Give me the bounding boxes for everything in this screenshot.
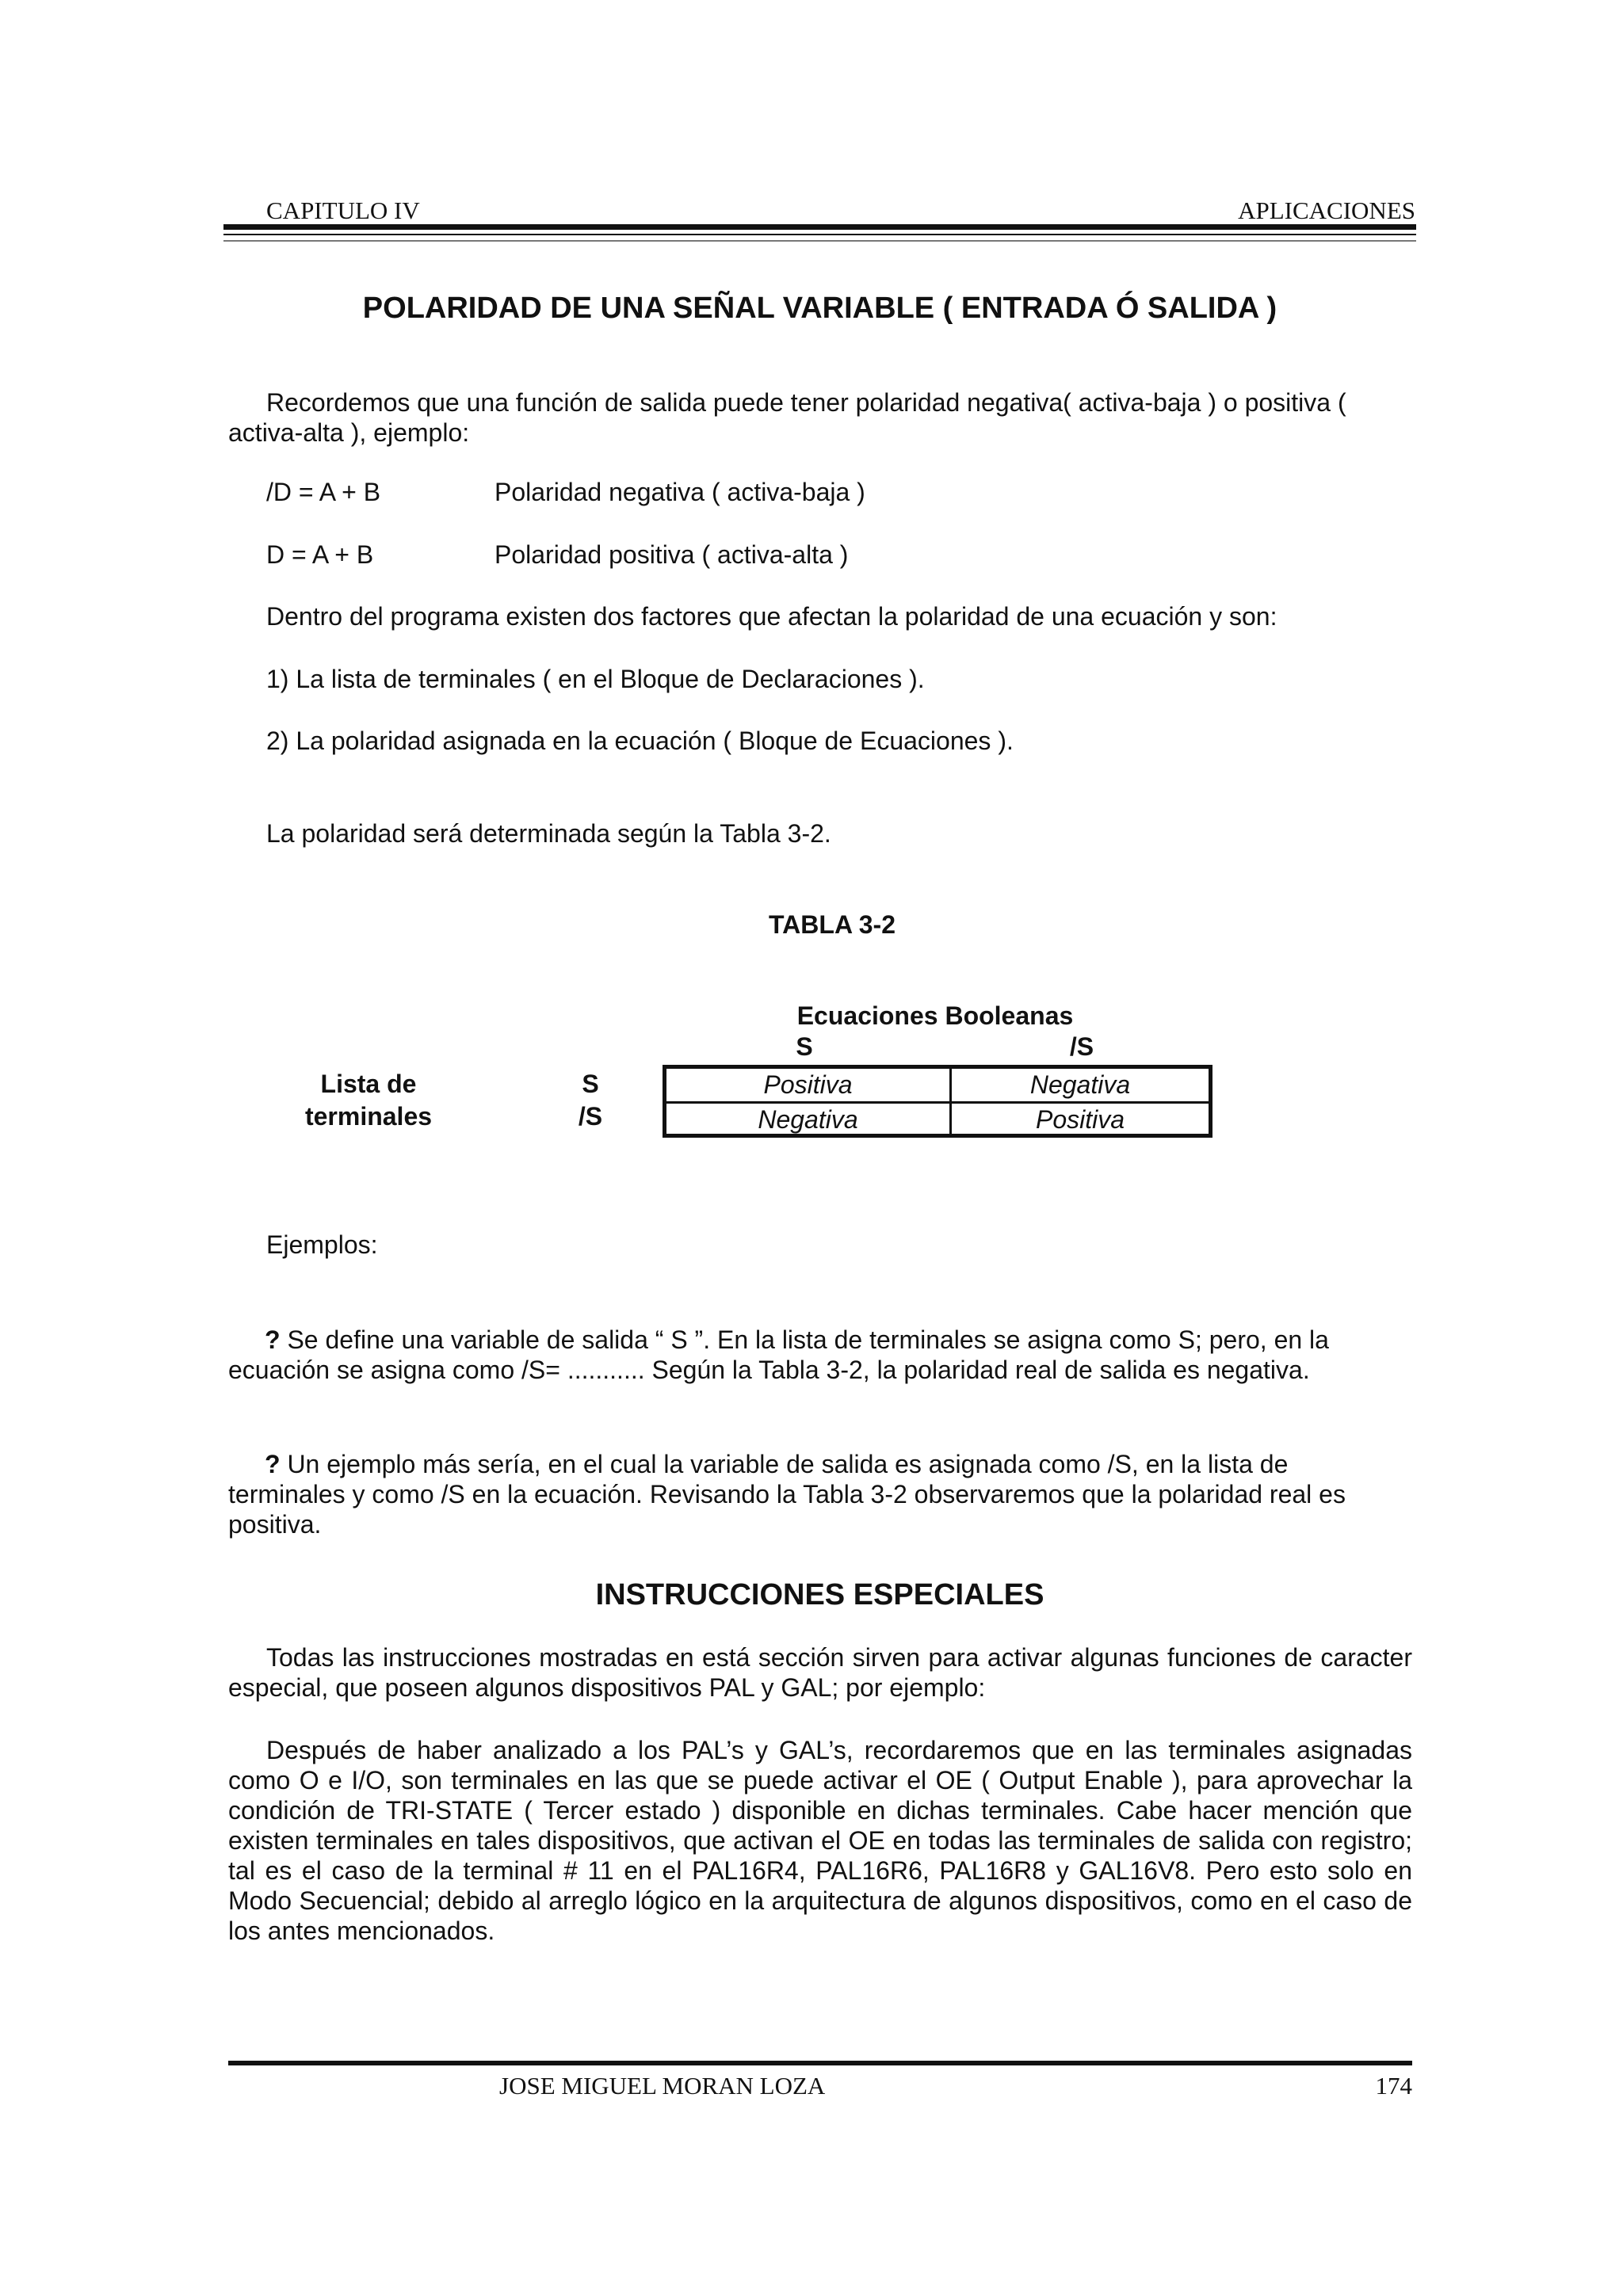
table-cell: Positiva (1035, 1105, 1125, 1134)
equation-positive: D = A + B (266, 540, 374, 569)
examples-heading: Ejemplos: (266, 1230, 378, 1259)
example-1-text: Se define una variable de salida “ S ”. En la lista de terminales se asigna como S; pero, en la (287, 1325, 1329, 1354)
table-reference: La polaridad será determinada según la Tabla 3-2. (266, 819, 831, 848)
table-row-group-line-1: Lista de (320, 1070, 417, 1098)
factor-item-1: 1) La lista de terminales ( en el Bloque de Declaraciones ). (266, 665, 925, 693)
table-cell: Negativa (666, 1104, 952, 1136)
example-2-line-2: terminales y como /S en la ecuación. Revisando la Tabla 3-2 observaremos que la polaridad real es (228, 1480, 1346, 1508)
polarity-table (663, 1065, 1212, 1138)
bullet-icon: ? (265, 1450, 281, 1478)
header-chapter: CAPITULO IV (266, 196, 420, 224)
paragraph-text: Todas las instrucciones mostradas en está sección sirven para activar algunas funciones de caracter especial, que poseen algunos dispositivos PAL y GAL; por ejemplo: (228, 1643, 1412, 1702)
table-row (666, 1069, 1209, 1104)
factors-intro: Dentro del programa existen dos factores que afectan la polaridad de una ecuación y son: (266, 602, 1277, 631)
factor-item-2: 2) La polaridad asignada en la ecuación ( Bloque de Ecuaciones ). (266, 727, 1014, 755)
header-rule-shadow (223, 240, 1416, 242)
example-1-line-2: ecuación se asigna como /S= ........... Según la Tabla 3-2, la polaridad real de salida es negativa. (228, 1356, 1310, 1384)
page-number: 174 (1375, 2072, 1412, 2100)
table-caption: TABLA 3-2 (769, 910, 896, 939)
section-title-instrucciones: INSTRUCCIONES ESPECIALES (595, 1578, 1044, 1611)
table-row-header-not-s: /S (578, 1102, 603, 1131)
bullet-icon: ? (265, 1325, 281, 1354)
table-cell: Positiva (666, 1069, 952, 1101)
example-2-line-1 (265, 1449, 1288, 1479)
table-col-header-s: S (796, 1032, 813, 1061)
intro-line-1: Recordemos que una función de salida puede tener polaridad negativa( activa-baja ) o positiva ( (266, 388, 1346, 417)
intro-line-2: activa-alta ), ejemplo: (228, 418, 470, 447)
table-cell: Negativa (1029, 1070, 1131, 1099)
table-col-header-not-s: /S (1069, 1032, 1094, 1061)
paragraph-instrucciones-2 (228, 1735, 1412, 1946)
header-rule-thin (223, 234, 1416, 235)
table-row-header-s: S (582, 1070, 599, 1098)
footer-author: JOSE MIGUEL MORAN LOZA (499, 2072, 826, 2100)
equation-positive-desc: Polaridad positiva ( activa-alta ) (495, 540, 849, 569)
example-2-line-3: positiva. (228, 1510, 322, 1539)
paragraph-text: Después de haber analizado a los PAL’s y GAL’s, recordaremos que en las terminales asignadas como O e I/O, son terminales en las que se puede activar el OE ( Output Enable ), para aprovechar la condición de TRI-STATE ( Tercer estado ) disponible en dichas terminales. Cabe hacer mención que existen terminales en tales dispositivos, que activan el OE en todas las terminales de salida con registro; tal es el caso de la terminal # 11 en el PAL16R4, PAL16R6, PAL16R8 y GAL16V8. Pero esto solo en Modo Secuencial; debido al arreglo lógico en la arquitectura de algunos dispositivos, como en el caso de los antes mencionados. (228, 1736, 1412, 1945)
equation-negative-desc: Polaridad negativa ( activa-baja ) (495, 478, 865, 506)
table-col-group: Ecuaciones Booleanas (796, 1001, 1074, 1030)
equation-negative: /D = A + B (266, 478, 381, 506)
section-title-polaridad: POLARIDAD DE UNA SEÑAL VARIABLE ( ENTRADA Ó SALIDA ) (362, 292, 1277, 325)
footer-rule (228, 2061, 1412, 2065)
table-row-group-line-2: terminales (304, 1102, 433, 1131)
header-section: APLICACIONES (1238, 196, 1415, 224)
header-rule (223, 224, 1416, 230)
example-1-line-1 (265, 1325, 1329, 1355)
table-row (666, 1104, 1209, 1136)
paragraph-instrucciones-1 (228, 1642, 1412, 1703)
example-2-text: Un ejemplo más sería, en el cual la variable de salida es asignada como /S, en la lista de (287, 1450, 1289, 1478)
